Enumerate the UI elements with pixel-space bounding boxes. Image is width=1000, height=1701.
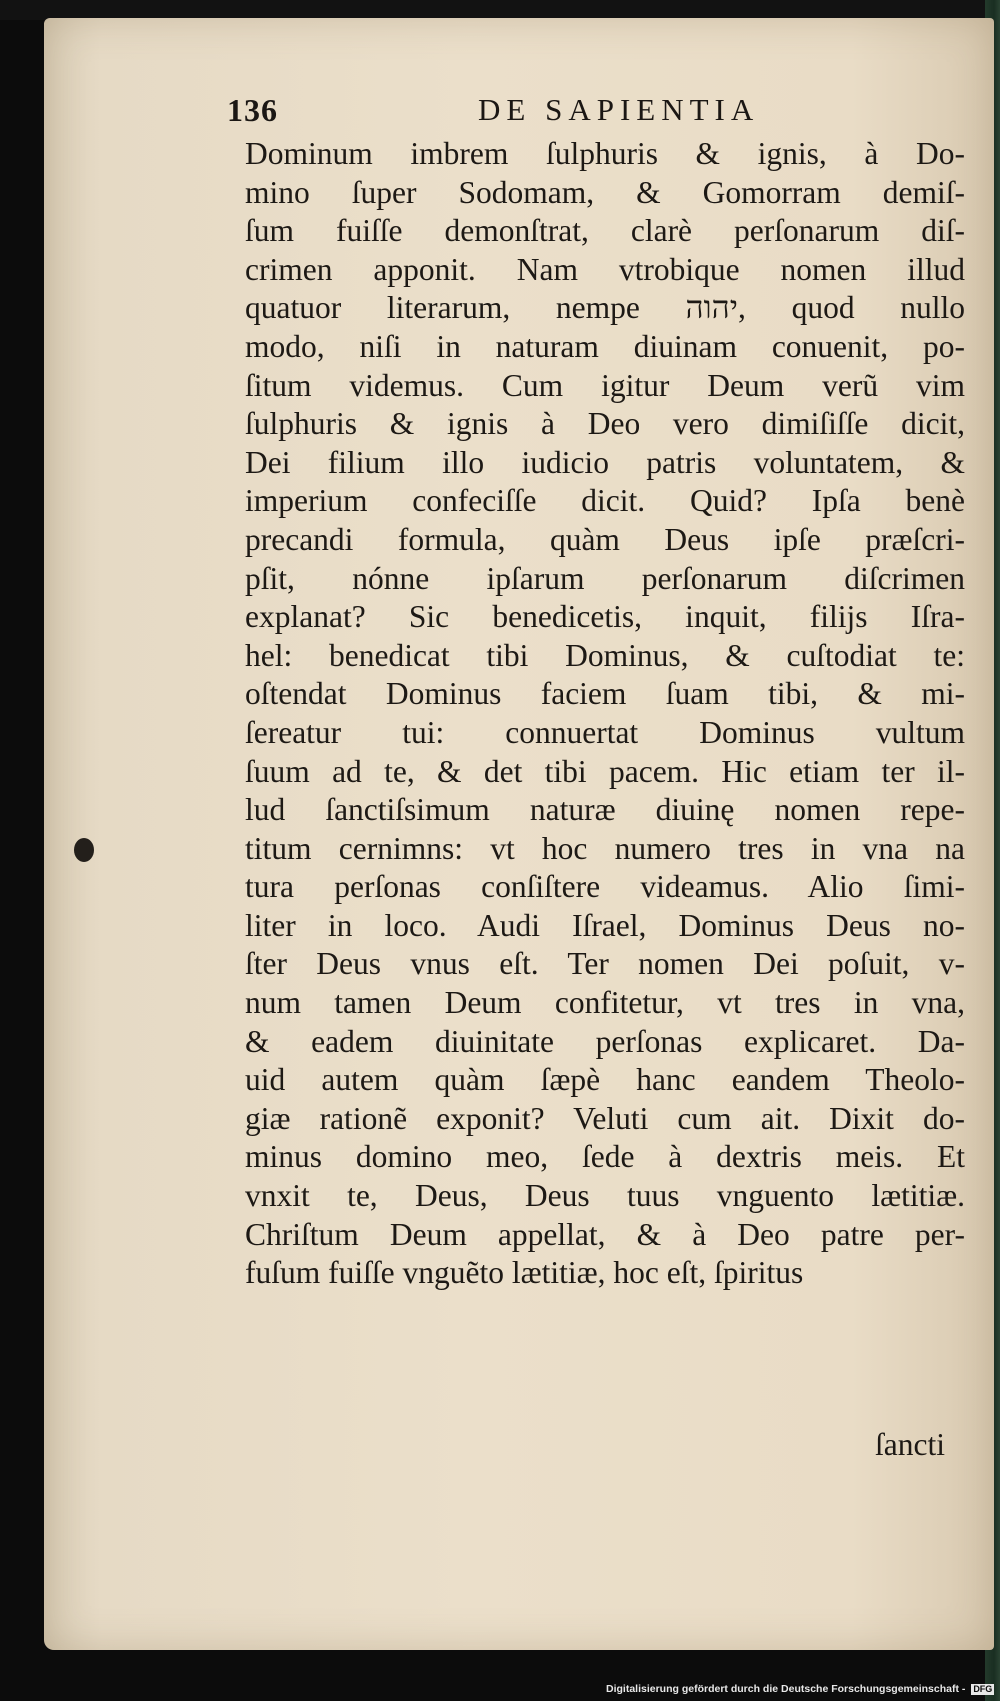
text-line: modo, niſi in naturam diuinam conuenit, po- (245, 328, 965, 364)
text-line: ſuum ad te, & det tibi pacem. Hic etiam ter il- (245, 753, 965, 789)
text-line: crimen apponit. Nam vtrobique nomen illud (245, 251, 965, 287)
text-line: precandi formula, quàm Deus ipſe præſcri- (245, 521, 965, 557)
text-line: giæ rationẽ exponit? Veluti cum ait. Dixit do- (245, 1100, 965, 1136)
text-line: ſum fuiſſe demonſtrat, clarè perſonarum diſ- (245, 213, 965, 249)
text-line: vnxit te, Deus, Deus tuus vnguento lætitiæ. (245, 1178, 965, 1214)
text-line: num tamen Deum confitetur, vt tres in vna, (245, 985, 965, 1021)
text-line: uid autem quàm ſæpè hanc eandem Theolo- (245, 1062, 965, 1098)
text-line: Chriſtum Deum appellat, & à Deo patre per- (245, 1216, 965, 1252)
text-line: ſereatur tui: connuertat Dominus vultum (245, 714, 965, 750)
digitization-credit (606, 1683, 994, 1695)
text-line: tura perſonas conſiſtere videamus. Alio ſimi- (245, 869, 965, 905)
page-body-text (245, 135, 965, 1293)
text-line: explanat? Sic benedicetis, inquit, filijs Iſra- (245, 599, 965, 635)
page-number: 136 (227, 92, 278, 128)
text-line: hel: benedicat tibi Dominus, & cuſtodiat te: (245, 637, 965, 673)
dfg-logo-icon: DFG (973, 1683, 993, 1694)
text-line: fuſum fuiſſe vnguẽto lætitiæ, hoc eſt, ſpiritus (245, 1255, 804, 1291)
text-line: minus domino meo, ſede à dextris meis. Et (245, 1139, 965, 1175)
text-line: quatuor literarum, nempe יהוה, quod nullo (245, 290, 965, 326)
text-line: oſtendat Dominus faciem ſuam tibi, & mi- (245, 676, 965, 712)
text-line: ſter Deus vnus eſt. Ter nomen Dei poſuit, v- (245, 946, 965, 982)
text-line: & eadem diuinitate perſonas explicaret. Da- (245, 1023, 965, 1059)
text-line: Dei filium illo iudicio patris voluntatem, & (245, 444, 965, 480)
text-line: pſit, nónne ipſarum perſonarum diſcrimen (245, 560, 965, 596)
catchword: ſancti (875, 1427, 945, 1462)
text-line: ſulphuris & ignis à Deo vero dimiſiſſe dicit, (245, 406, 965, 442)
digitization-credit-text: Digitalisierung gefördert durch die Deutsche Forschungsgemeinschaft - (606, 1683, 966, 1695)
text-line: titum cernimns: vt hoc numero tres in vna na (245, 830, 965, 866)
text-line: lud ſanctiſsimum naturæ diuinę nomen repe- (245, 792, 965, 828)
text-line: Dominum imbrem ſulphuris & ignis, à Do- (245, 136, 965, 171)
text-line: ſitum videmus. Cum igitur Deum verũ vim (245, 367, 965, 403)
text-line: mino ſuper Sodomam, & Gomorram demiſ- (245, 174, 965, 210)
book-edge-top (0, 0, 1000, 20)
running-head: DE SAPIENTIA (478, 92, 760, 127)
ink-blot-mark (74, 838, 94, 862)
text-line: imperium confeciſſe dicit. Quid? Ipſa benè (245, 483, 965, 519)
text-line: liter in loco. Audi Iſrael, Dominus Deus no- (245, 907, 965, 943)
